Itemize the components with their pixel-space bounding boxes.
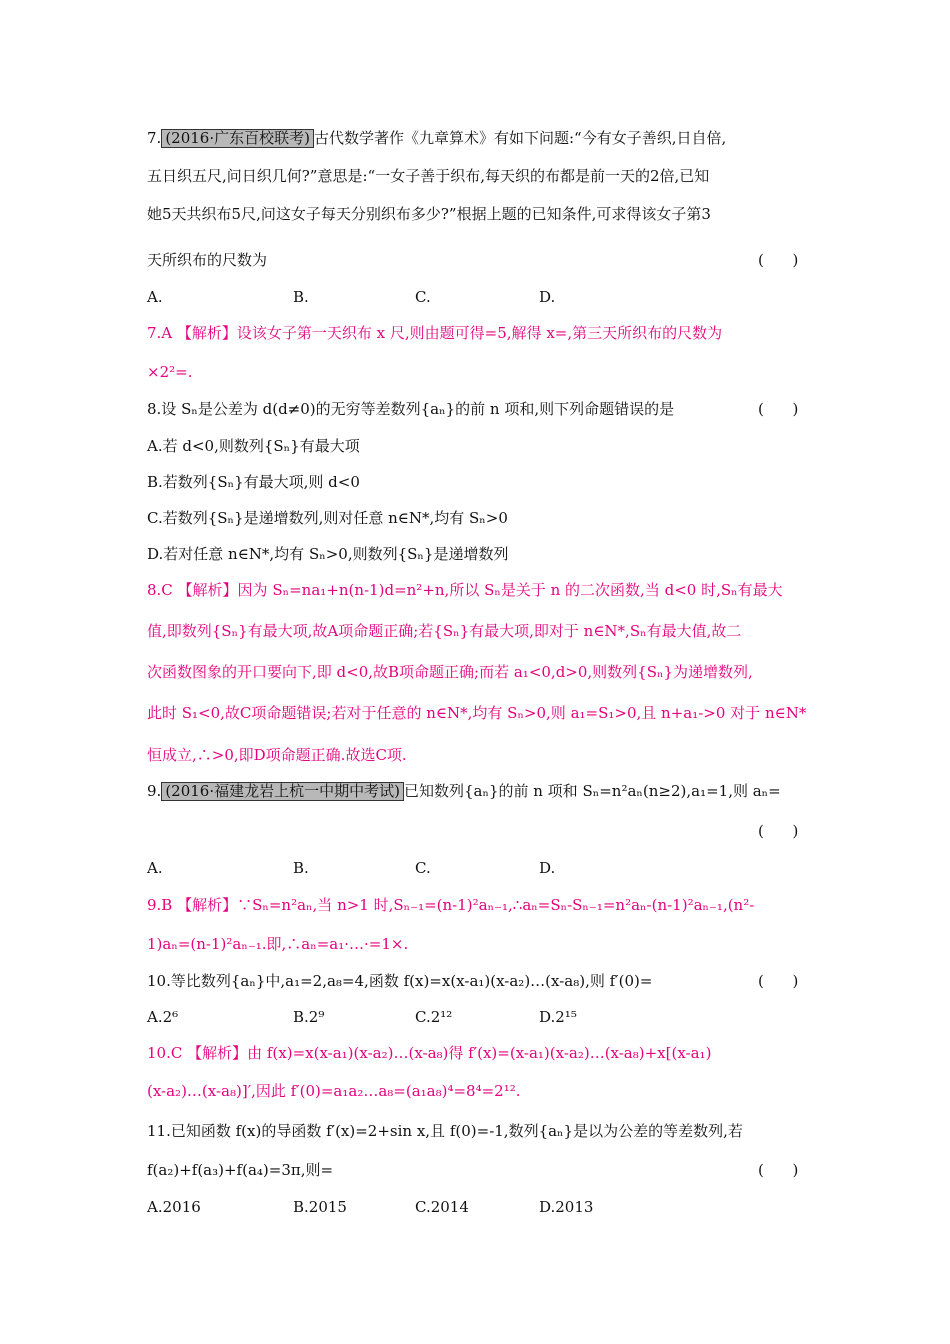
q9-option-b: B.	[293, 859, 309, 877]
q7-solution-line2: ×2²=.	[147, 363, 193, 381]
q9-source-tag: (2016·福建龙岩上杭一中期中考试)	[161, 782, 404, 801]
q7-option-a: A.	[147, 288, 163, 306]
q7-answer-paren: ( )	[758, 251, 799, 269]
q9-answer-paren: ( )	[758, 822, 799, 840]
q10-stem: 10.等比数列{aₙ}中,a₁=2,a₈=4,函数 f(x)=x(x-a₁)(x-a₂)…(x-a₈),则 f′(0)=	[147, 972, 653, 990]
q10-answer-paren: ( )	[758, 972, 799, 990]
q7-number: 7.	[147, 129, 162, 147]
q9-option-d: D.	[539, 859, 556, 877]
q8-option-b: B.若数列{Sₙ}有最大项,则 d<0	[147, 473, 360, 491]
q11-option-c: C.2014	[415, 1198, 469, 1216]
q11-option-d: D.2013	[539, 1198, 594, 1216]
q9-solution-line1: 9.B 【解析】∵Sₙ=n²aₙ,当 n>1 时,Sₙ₋₁=(n-1)²aₙ₋₁,∴aₙ=Sₙ-Sₙ₋₁=n²aₙ-(n-1)²aₙ₋₁,(n²-	[147, 896, 755, 914]
q7-option-d: D.	[539, 288, 556, 306]
q11-answer-paren: ( )	[758, 1161, 799, 1179]
q9-option-a: A.	[147, 859, 163, 877]
q8-option-d: D.若对任意 n∈N*,均有 Sₙ>0,则数列{Sₙ}是递增数列	[147, 545, 509, 563]
q9-stem	[147, 781, 781, 801]
q8-solution-line2: 值,即数列{Sₙ}有最大项,故A项命题正确;若{Sₙ}有最大项,即对于 n∈N*,Sₙ有最大值,故二	[147, 622, 742, 640]
q10-option-a: A.2⁶	[147, 1008, 179, 1026]
q8-stem: 8.设 Sₙ是公差为 d(d≠0)的无穷等差数列{aₙ}的前 n 项和,则下列命题错误的是	[147, 400, 675, 418]
q7-option-c: C.	[415, 288, 431, 306]
q8-solution-line3: 次函数图象的开口要向下,即 d<0,故B项命题正确;而若 a₁<0,d>0,则数列{Sₙ}为递增数列,	[147, 663, 753, 681]
q10-option-b: B.2⁹	[293, 1008, 325, 1026]
q7-stem-line1	[147, 128, 726, 148]
q7-source-tag: (2016·广东百校联考)	[161, 129, 314, 148]
q8-solution-line5: 恒成立,∴>0,即D项命题正确.故选C项.	[147, 746, 407, 764]
q7-solution-line1: 7.A 【解析】设该女子第一天织布 x 尺,则由题可得=5,解得 x=,第三天所织布的尺数为	[147, 324, 723, 342]
q10-option-c: C.2¹²	[415, 1008, 453, 1026]
q10-option-d: D.2¹⁵	[539, 1008, 577, 1026]
q9-text: 已知数列{aₙ}的前 n 项和 Sₙ=n²aₙ(n≥2),a₁=1,则 aₙ=	[403, 782, 781, 800]
q11-stem-line1: 11.已知函数 f(x)的导函数 f′(x)=2+sin x,且 f(0)=-1,数列{aₙ}是以为公差的等差数列,若	[147, 1122, 743, 1140]
q7-text: 古代数学著作《九章算术》有如下问题:“今有女子善织,日自倍,	[313, 129, 727, 147]
q10-solution-line2: (x-a₂)…(x-a₈)]′,因此 f′(0)=a₁a₂…a₈=(a₁a₈)⁴=8⁴=2¹².	[147, 1082, 521, 1100]
q8-option-c: C.若数列{Sₙ}是递增数列,则对任意 n∈N*,均有 Sₙ>0	[147, 509, 508, 527]
q10-solution-line1: 10.C 【解析】由 f(x)=x(x-a₁)(x-a₂)…(x-a₈)得 f′(x)=(x-a₁)(x-a₂)…(x-a₈)+x[(x-a₁)	[147, 1044, 712, 1062]
q8-answer-paren: ( )	[758, 400, 799, 418]
q7-option-b: B.	[293, 288, 309, 306]
q9-option-c: C.	[415, 859, 431, 877]
q8-solution-line1: 8.C 【解析】因为 Sₙ=na₁+n(n-1)d=n²+n,所以 Sₙ是关于 n 的二次函数,当 d<0 时,Sₙ有最大	[147, 581, 783, 599]
q11-stem-line2: f(a₂)+f(a₃)+f(a₄)=3π,则=	[147, 1161, 334, 1179]
q7-stem-line4: 天所织布的尺数为	[147, 251, 268, 269]
q7-stem-line2: 五日织五尺,问日织几何?”意思是:“一女子善于织布,每天织的布都是前一天的2倍,已知	[147, 167, 710, 185]
q7-stem-line3: 她5天共织布5尺,问这女子每天分别织布多少?”根据上题的已知条件,可求得该女子第3	[147, 205, 711, 223]
q9-number: 9.	[147, 782, 162, 800]
q9-solution-line2: 1)aₙ=(n-1)²aₙ₋₁.即,∴aₙ=a₁·…·=1×.	[147, 935, 409, 953]
q11-option-b: B.2015	[293, 1198, 347, 1216]
q8-option-a: A.若 d<0,则数列{Sₙ}有最大项	[147, 437, 360, 455]
q8-solution-line4: 此时 S₁<0,故C项命题错误;若对于任意的 n∈N*,均有 Sₙ>0,则 a₁=S₁>0,且 n+a₁->0 对于 n∈N*	[147, 704, 807, 722]
q11-option-a: A.2016	[147, 1198, 201, 1216]
